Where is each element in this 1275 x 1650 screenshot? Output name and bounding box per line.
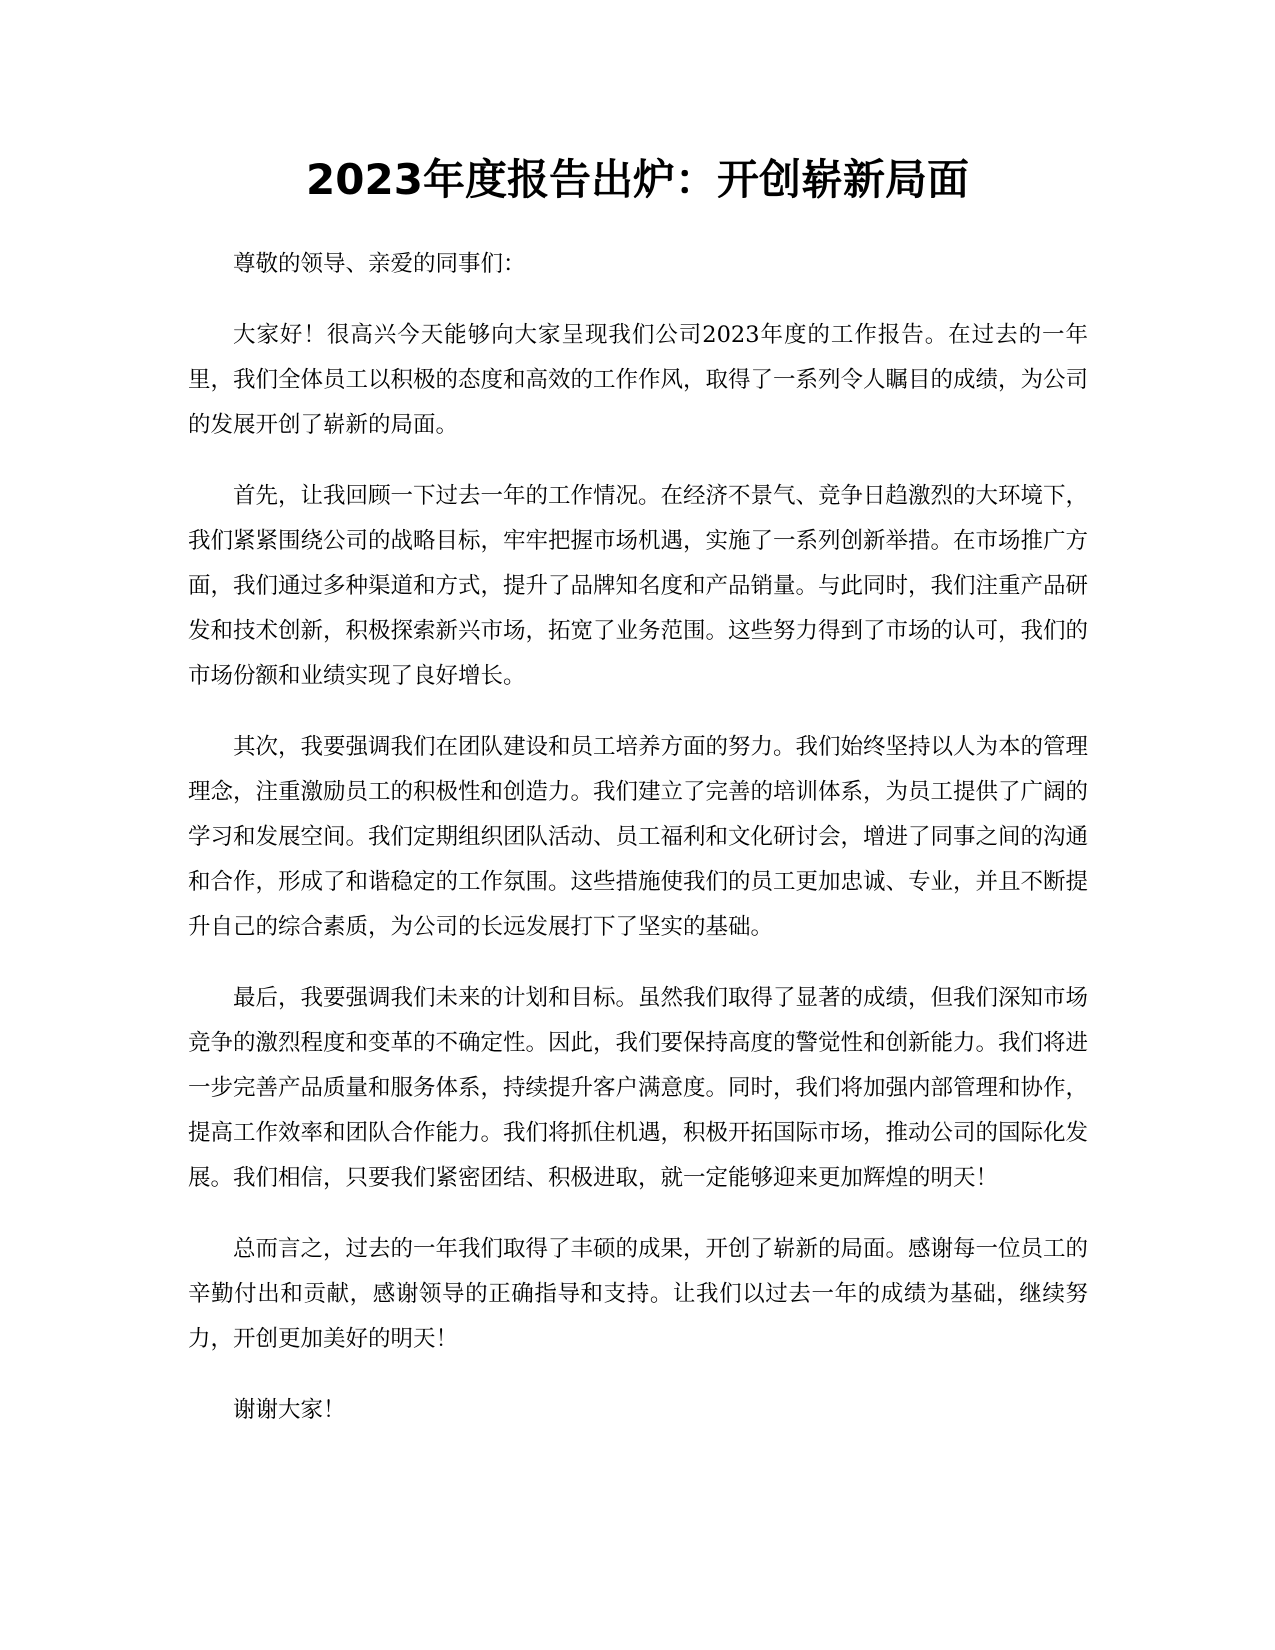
intro-paragraph: 大家好！很高兴今天能够向大家呈现我们公司2023年度的工作报告。在过去的一年里，我们全体员工以积极的态度和高效的工作作风，取得了一系列令人瞩目的成绩，为公司的发展开创了崭新的局面。 <box>188 322 1089 438</box>
future-plans-paragraph: 最后，我要强调我们未来的计划和目标。虽然我们取得了显著的成绩，但我们深知市场竞争的激烈程度和变革的不确定性。因此，我们要保持高度的警觉性和创新能力。我们将进一步完善产品质量和服务体系，持续提升客户满意度。同时，我们将加强内部管理和协作，提高工作效率和团队合作能力。我们将抓住机遇，积极开拓国际市场，推动公司的国际化发展。我们相信，只要我们紧密团结、积极进取，就一定能够迎来更加辉煌的明天！ <box>188 985 1089 1191</box>
closing-paragraph: 谢谢大家！ <box>233 1397 346 1423</box>
review-paragraph: 首先，让我回顾一下过去一年的工作情况。在经济不景气、竞争日趋激烈的大环境下，我们紧紧围绕公司的战略目标，牢牢把握市场机遇，实施了一系列创新举措。在市场推广方面，我们通过多种渠道和方式，提升了品牌知名度和产品销量。与此同时，我们注重产品研发和技术创新，积极探索新兴市场，拓宽了业务范围。这些努力得到了市场的认可，我们的市场份额和业绩实现了良好增长。 <box>188 483 1089 689</box>
document-title: 2023年度报告出炉：开创崭新局面 <box>306 155 969 204</box>
document-body <box>188 242 1088 1459</box>
salutation-paragraph: 尊敬的领导、亲爱的同事们： <box>233 251 526 277</box>
team-paragraph: 其次，我要强调我们在团队建设和员工培养方面的努力。我们始终坚持以人为本的管理理念，注重激励员工的积极性和创造力。我们建立了完善的培训体系，为员工提供了广阔的学习和发展空间。我们定期组织团队活动、员工福利和文化研讨会，增进了同事之间的沟通和合作，形成了和谐稳定的工作氛围。这些措施使我们的员工更加忠诚、专业，并且不断提升自己的综合素质，为公司的长远发展打下了坚实的基础。 <box>188 734 1089 940</box>
summary-paragraph: 总而言之，过去的一年我们取得了丰硕的成果，开创了崭新的局面。感谢每一位员工的辛勤付出和贡献，感谢领导的正确指导和支持。让我们以过去一年的成绩为基础，继续努力，开创更加美好的明天！ <box>188 1236 1089 1352</box>
